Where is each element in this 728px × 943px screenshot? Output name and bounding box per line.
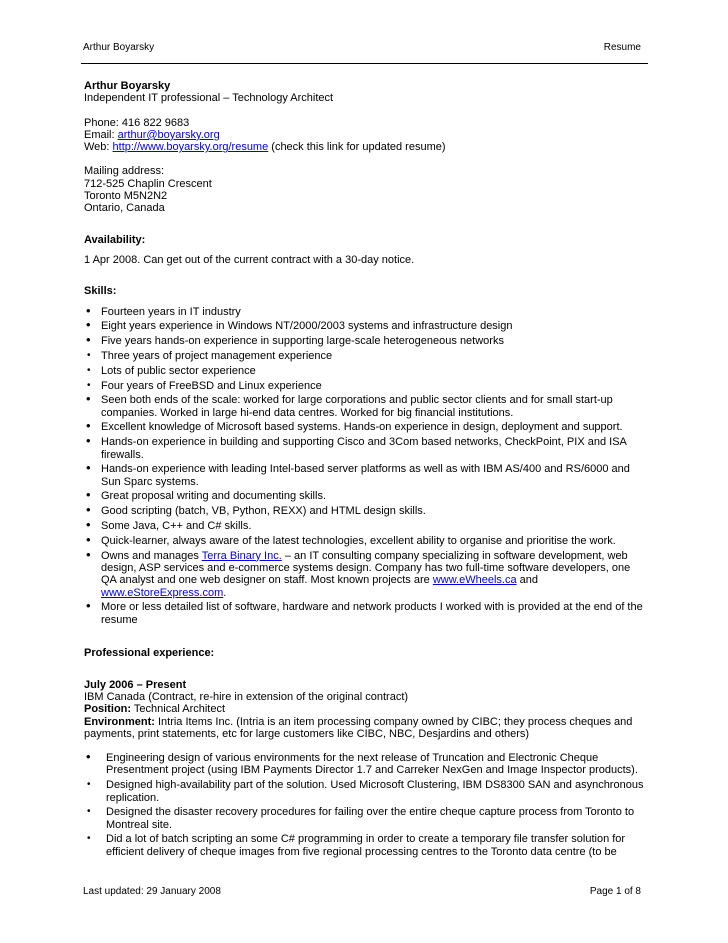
mailing-line2: Toronto M5N2N2 — [84, 190, 168, 203]
web-line — [84, 141, 646, 153]
experience-list — [84, 752, 646, 858]
experience-heading: Professional experience: — [84, 647, 215, 660]
experience-environment — [84, 716, 646, 741]
terra-desc: – an IT consulting company specializing in software development, web design, ASP services and e-commerce systems design. Company has two full-time software developers, one QA analyst and one web designer on staff. Most known projects are — [101, 549, 631, 587]
list-item: • Hands-on experience with leading Intel-based server platforms as well as with IBM AS/400 and RS/6000 and Sun Sparc systems. — [84, 463, 646, 488]
terra-and: and — [516, 574, 539, 587]
list-item: • Did a lot of batch scripting an some C# programming in order to create a temporary file transfer solution for efficient delivery of cheque images from five regional processing centres to the Toronto data centre (to be — [84, 833, 646, 858]
environment-label: Environment: — [84, 715, 155, 728]
web-note: (check this link for updated resume) — [268, 141, 446, 154]
list-item — [84, 550, 646, 599]
list-item: • Four years of FreeBSD and Linux experience — [84, 380, 646, 392]
position-label: Position: — [84, 703, 132, 716]
list-item: • Excellent knowledge of Microsoft based systems. Hands-on experience in design, deployment and support. — [84, 421, 646, 433]
terra-pre: Owns and manages — [101, 549, 202, 562]
email-label: Email: — [84, 128, 118, 141]
list-item: • Lots of public sector experience — [84, 365, 646, 377]
email-line — [84, 129, 646, 141]
resume-name: Arthur Boyarsky — [84, 80, 171, 92]
list-item: • Good scripting (batch, VB, Python, REXX) and HTML design skills. — [84, 505, 646, 517]
ewheels-link[interactable]: www.eWheels.ca — [432, 574, 517, 587]
mailing-line3: Ontario, Canada — [84, 202, 165, 215]
list-item: • Some Java, C++ and C# skills. — [84, 520, 646, 532]
email-link[interactable]: arthur@boyarsky.org — [117, 128, 220, 141]
list-item: • Seen both ends of the scale: worked for large corporations and public sector clients and for small start-up companies. Worked in large hi-end data centres. Worked for big financial institutions. — [84, 394, 646, 419]
list-item: • Engineering design of various environments for the next release of Truncation and Electronic Cheque Presentment project (using IBM Payments Director 1.7 and Carreker NexGen and Image Inspector products). — [84, 752, 646, 777]
mailing-label: Mailing address: — [84, 165, 165, 178]
list-item: • Five years hands-on experience in supporting large-scale heterogeneous networks — [84, 335, 646, 347]
availability-text: 1 Apr 2008. Can get out of the current contract with a 30-day notice. — [84, 253, 415, 266]
header-name: Arthur Boyarsky — [83, 42, 155, 53]
web-link[interactable]: http://www.boyarsky.org/resume — [112, 141, 269, 154]
list-item: • Eight years experience in Windows NT/2000/2003 systems and infrastructure design — [84, 320, 646, 332]
availability-heading: Availability: — [84, 233, 146, 246]
skills-heading: Skills: — [84, 285, 117, 298]
list-item: • Three years of project management experience — [84, 350, 646, 362]
header-doc-type: Resume — [603, 42, 641, 53]
experience-company: IBM Canada (Contract, re-hire in extension of the original contract) — [84, 690, 409, 703]
list-item: • Quick-learner, always aware of the latest technologies, excellent ability to organise and prioritise the work. — [84, 535, 646, 547]
last-updated: Last updated: 29 January 2008 — [83, 886, 221, 897]
list-item: • Hands-on experience in building and supporting Cisco and 3Com based networks, CheckPoint, PIX and ISA firewalls. — [84, 436, 646, 461]
list-item: • Designed high-availability part of the solution. Used Microsoft Clustering, IBM DS8300 SAN and asynchronous replication. — [84, 779, 646, 804]
estoreexpress-link[interactable]: www.eStoreExpress.com — [101, 586, 224, 599]
terra-end: . — [223, 586, 227, 599]
list-item: • Designed the disaster recovery procedures for failing over the entire cheque capture process from Toronto to Montreal site. — [84, 806, 646, 831]
list-item: • Great proposal writing and documenting skills. — [84, 490, 646, 502]
web-label: Web: — [84, 141, 113, 154]
mailing-line1: 712-525 Chaplin Crescent — [84, 177, 212, 190]
terra-binary-link[interactable]: Terra Binary Inc. — [201, 549, 282, 562]
page-header — [83, 42, 641, 56]
tagline: Independent IT professional – Technology Architect — [84, 92, 334, 105]
experience-position — [84, 703, 646, 715]
list-item: • Fourteen years in IT industry — [84, 306, 646, 318]
page-number: Page 1 of 8 — [589, 886, 641, 897]
skills-list — [84, 306, 646, 626]
experience-period: July 2006 – Present — [84, 678, 187, 691]
environment-value: Intria Items Inc. (Intria is an item processing company owned by CIBC; they process cheques and payments, print statements, etc for large customers like CIBC, NBC, Desjardins and others) — [84, 715, 633, 740]
list-item: • More or less detailed list of software, hardware and network products I worked with is provided at the end of the resume — [84, 601, 646, 626]
header-rule — [81, 63, 648, 64]
position-value: Technical Architect — [131, 703, 226, 716]
resume-body — [84, 80, 646, 861]
phone: Phone: 416 822 9683 — [84, 116, 190, 129]
